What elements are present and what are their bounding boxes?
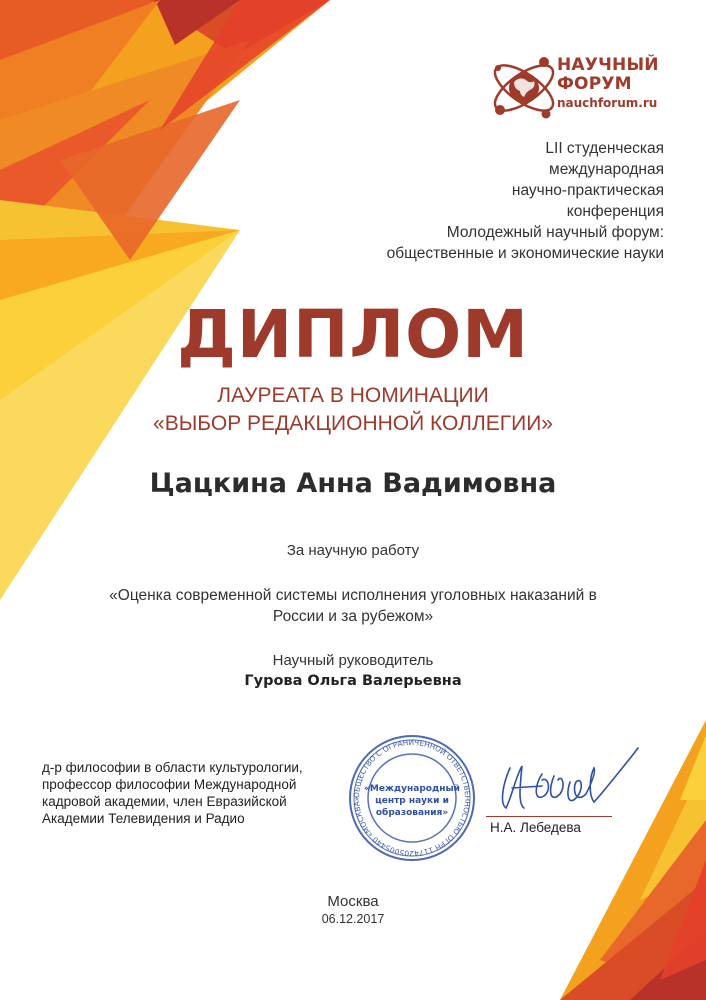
logo-url: nauchforum.ru bbox=[557, 96, 658, 110]
city: Москва bbox=[327, 893, 379, 910]
signer-credentials-line: Академии Телевидения и Радио bbox=[42, 811, 245, 826]
signer-credentials-line: профессор философии Международной bbox=[42, 777, 297, 792]
issue-date: 06.12.2017 bbox=[321, 912, 385, 926]
organization-stamp bbox=[347, 733, 477, 863]
nomination bbox=[0, 382, 706, 438]
work-title bbox=[60, 585, 646, 627]
supervisor-name: Гурова Ольга Валерьевна bbox=[244, 673, 462, 689]
nomination-line1: ЛАУРЕАТА В НОМИНАЦИИ bbox=[217, 384, 489, 407]
signer-credentials-line: д-р философии в области культурологии, bbox=[42, 760, 303, 775]
conference-line: научно-практическая bbox=[511, 182, 664, 199]
work-title-line2: России и за рубежом» bbox=[272, 608, 434, 625]
logo-title-line2: ФОРУМ bbox=[557, 74, 632, 94]
signature-line bbox=[486, 816, 612, 817]
conference-info bbox=[304, 138, 664, 264]
stamp-center-line3: образования» bbox=[375, 808, 449, 818]
work-title-line1: «Оценка современной системы исполнения уголовных наказаний в bbox=[109, 587, 597, 604]
stamp-ring-text: ОБЩЕСТВО С ОГРАНИЧЕННОЙ ОТВЕТСТВЕННОСТЬЮ ОГРН 1174205005440 «МОСКВА» bbox=[351, 737, 473, 859]
supervisor-label: Научный руководитель bbox=[272, 652, 434, 669]
work-label: За научную работу bbox=[286, 542, 420, 559]
logo-title bbox=[557, 56, 659, 94]
signer-credentials-line: кадровой академии, член Евразийской bbox=[42, 794, 287, 809]
conference-line: международная bbox=[549, 161, 664, 178]
logo-title-line1: НАУЧНЫЙ bbox=[557, 55, 659, 75]
signer-credentials bbox=[42, 759, 362, 827]
nomination-line2: «ВЫБОР РЕДАКЦИОННОЙ КОЛЛЕГИИ» bbox=[153, 412, 553, 435]
handwritten-signature bbox=[482, 746, 642, 826]
diploma-title: ДИПЛОМ bbox=[177, 296, 529, 373]
conference-line: общественные и экономические науки bbox=[386, 245, 664, 262]
conference-line: Молодежный научный форум: bbox=[446, 224, 664, 241]
conference-line: LII студенческая bbox=[545, 140, 664, 157]
signer-name: Н.А. Лебедева bbox=[490, 820, 581, 835]
stamp-center-line2: центр науки и bbox=[375, 796, 449, 806]
laureate-name: Цацкина Анна Вадимовна bbox=[149, 468, 557, 499]
conference-line: конференция bbox=[566, 203, 664, 220]
stamp-center-line1: «Международный bbox=[364, 784, 460, 794]
